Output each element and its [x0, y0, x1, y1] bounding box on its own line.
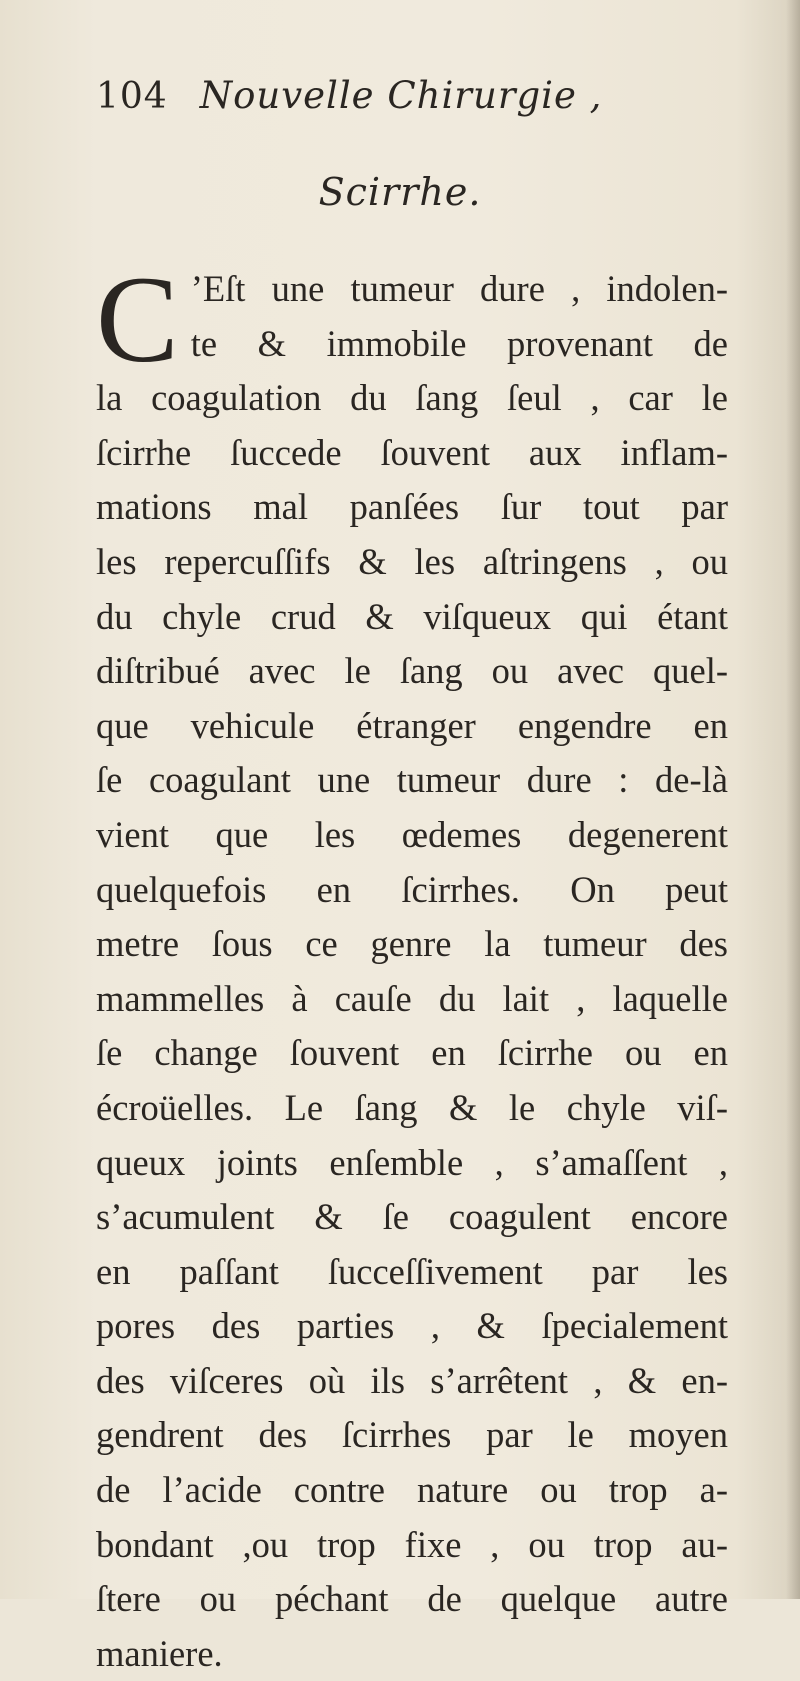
- text-line: diſtribué avec le ſang ou avec quel-: [96, 650, 728, 692]
- body-text: [96, 251, 728, 1681]
- text-line: écroüelles. Le ſang & le chyle viſ-: [96, 1086, 728, 1128]
- text-line: que vehicule étranger engendre en: [96, 704, 728, 746]
- text-line: te & immobile provenant de: [190, 322, 728, 364]
- text-line: ſtere ou péchant de quelque autre: [96, 1578, 728, 1620]
- text-line: maniere.: [96, 1632, 223, 1674]
- text-line: la coagulation du ſang ſeul , car le: [96, 377, 728, 419]
- text-line: s’acumulent & ſe coagulent encore: [96, 1196, 728, 1238]
- text-line: ſcirrhe ſuccede ſouvent aux inflam-: [96, 431, 728, 473]
- text-line: des viſceres où ils s’arrêtent , & en-: [96, 1359, 728, 1401]
- text-line: de l’acide contre nature ou trop a-: [96, 1469, 728, 1511]
- page-edge-shadow: [786, 0, 800, 1599]
- text-line: ’Eſt une tumeur dure , indolen-: [190, 268, 728, 309]
- text-line: mammelles à cauſe du lait , laquelle: [96, 977, 728, 1019]
- text-line: metre ſous ce genre la tumeur des: [96, 923, 728, 965]
- running-head: [96, 74, 656, 134]
- text-line: ſe coagulant une tumeur dure : de-là: [96, 759, 728, 801]
- text-line: queux joints enſemble , s’amaſſent ,: [96, 1141, 728, 1183]
- drop-cap: C: [96, 251, 179, 388]
- text-line: bondant ,ou trop fixe , ou trop au-: [96, 1523, 728, 1565]
- text-line: quelquefois en ſcirrhes. On peut: [96, 868, 728, 910]
- running-title: Nouvelle Chirurgie ,: [199, 74, 603, 117]
- text-line: gendrent des ſcirrhes par le moyen: [96, 1414, 728, 1456]
- text-line: ſe change ſouvent en ſcirrhe ou en: [96, 1032, 728, 1074]
- page-number: 104: [96, 76, 168, 117]
- text-line: du chyle crud & viſqueux qui étant: [96, 595, 728, 637]
- text-line: pores des parties , & ſpecialement: [96, 1305, 728, 1347]
- section-title: Scirrhe.: [318, 170, 482, 214]
- text-line: en paſſant ſucceſſivement par les: [96, 1250, 728, 1292]
- text-line: les repercuſſifs & les aſtringens , ou: [96, 540, 728, 582]
- text-line: vient que les œdemes degenerent: [96, 813, 728, 855]
- text-line: mations mal panſées ſur tout par: [96, 486, 728, 528]
